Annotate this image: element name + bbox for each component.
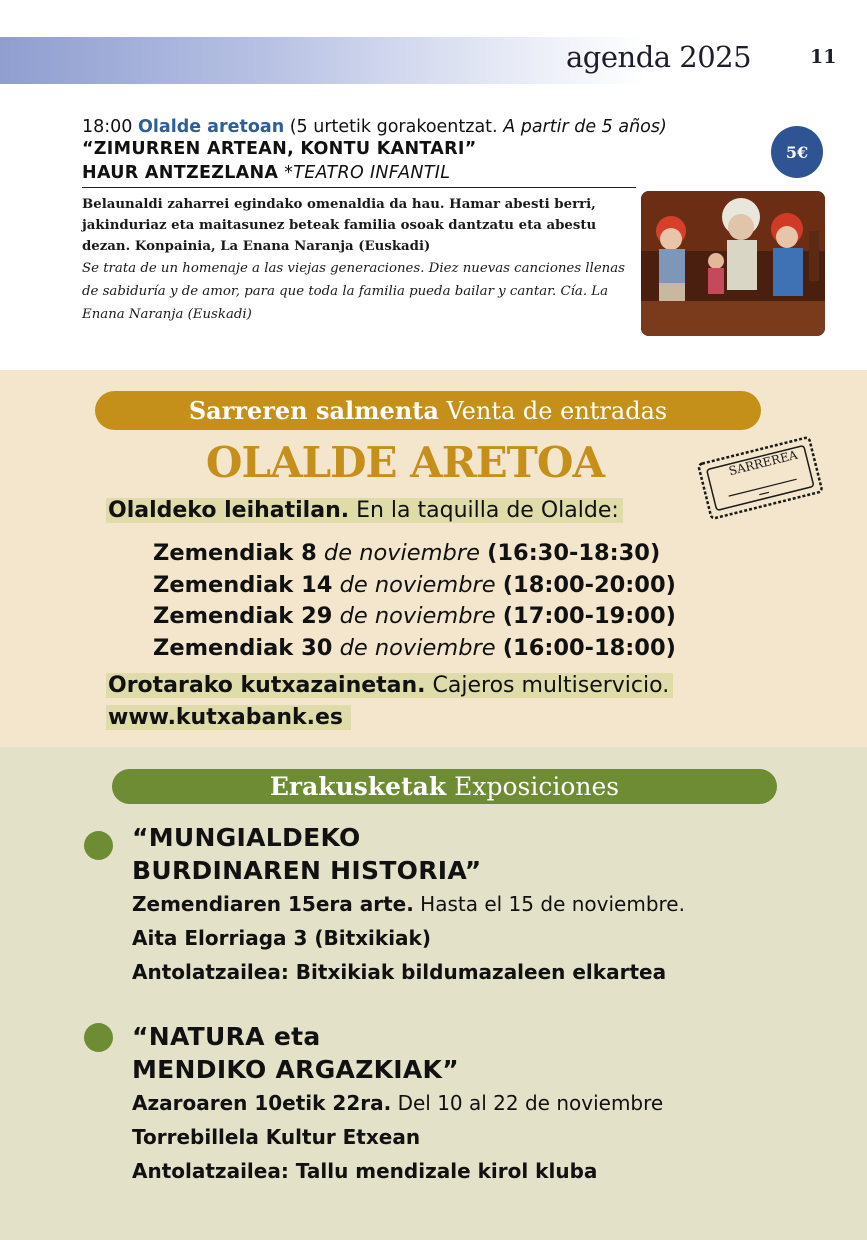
atm-es: Cajeros multiservicio. [432, 673, 670, 698]
ticket-sales-heading [95, 391, 761, 430]
box-office-es: En la taquilla de Olalde: [356, 498, 619, 523]
date-hours: (16:00-18:00) [502, 634, 676, 661]
event-venue: Olalde aretoan [138, 117, 285, 137]
exhibition-item [132, 1020, 663, 1188]
date-day: Zemendiak 8 [153, 540, 317, 566]
date-month: de noviembre [323, 540, 480, 566]
event-age-es: A partir de 5 años) [503, 117, 667, 137]
date-day: Zemendiak 30 [153, 634, 333, 661]
bullet-icon [84, 831, 113, 860]
box-office-eu: Olaldeko leihatilan. [108, 498, 350, 523]
exhibition-dates-eu: Azaroaren 10etik 22ra. [132, 1091, 392, 1115]
exhibition-title-line1: “NATURA eta [132, 1022, 321, 1051]
ticket-sales-heading-es: Venta de entradas [446, 396, 668, 425]
exhibition-title-line2: MENDIKO ARGAZKIAK” [132, 1055, 459, 1084]
exhibitions-heading-es: Exposiciones [454, 772, 620, 801]
price-badge: 5€ [771, 126, 823, 178]
event-age-eu: (5 urtetik gorakoentzat. [289, 117, 498, 137]
ticket-venue-title: OLALDE ARETOA [205, 438, 605, 487]
atm-line [106, 673, 673, 698]
bullet-icon [84, 1023, 113, 1052]
ticket-date-row [153, 570, 676, 602]
exhibition-location: Aita Elorriaga 3 (Bitxikiak) [132, 926, 431, 950]
exhibition-item [132, 821, 685, 989]
exhibition-dates [132, 1086, 663, 1120]
exhibition-title-line2: BURDINAREN HISTORIA” [132, 856, 482, 885]
exhibition-dates-es: Del 10 al 22 de noviembre [397, 1091, 664, 1115]
event-block [82, 117, 667, 326]
box-office-line [106, 498, 623, 523]
ticket-stamp-icon [695, 432, 825, 522]
ticket-stamp-label: SARREREA [727, 447, 799, 479]
website-link[interactable]: www.kutxabank.es [106, 705, 351, 730]
ticket-date-row [153, 601, 676, 633]
date-day: Zemendiak 14 [153, 571, 333, 598]
event-subtitle-eu: HAUR ANTZEZLANA [82, 163, 279, 183]
event-subtitle [82, 161, 636, 188]
ticket-sales-heading-eu: Sarreren salmenta [188, 396, 439, 425]
event-description-eu: Belaunaldi zaharrei egindako omenaldia da hau. Hamar abesti berri, jakinduriaz eta maitasunez beteak familia osoak dantzatu eta abestu dezan. Konpainia, La Enana Naranja (Euskadi) [82, 197, 597, 254]
exhibition-location: Torrebillela Kultur Etxean [132, 1125, 421, 1149]
atm-eu: Orotarako kutxazainetan. [108, 673, 426, 698]
page-number: 11 [810, 46, 837, 68]
date-hours: (18:00-20:00) [502, 571, 676, 598]
event-time: 18:00 [82, 117, 133, 137]
exhibition-dates-eu: Zemendiaren 15era arte. [132, 892, 414, 916]
date-hours: (16:30-18:30) [487, 540, 661, 566]
date-hours: (17:00-19:00) [502, 603, 676, 629]
date-month: de noviembre [339, 603, 496, 629]
ticket-sales-section [0, 370, 867, 747]
exhibition-dates-es: Hasta el 15 de noviembre. [420, 892, 685, 916]
exhibitions-heading [112, 769, 777, 804]
ticket-date-row [153, 633, 676, 665]
puppet-photo [641, 191, 825, 336]
exhibition-dates [132, 887, 685, 921]
event-subtitle-es: *TEATRO INFANTIL [284, 163, 451, 183]
event-title: “ZIMURREN ARTEAN, KONTU KANTARI” [82, 139, 477, 159]
date-month: de noviembre [339, 634, 496, 661]
ticket-date-row [153, 538, 676, 570]
exhibition-organizer: Antolatzailea: Tallu mendizale kirol kluba [132, 1159, 598, 1183]
exhibition-title-line1: “MUNGIALDEKO [132, 823, 361, 852]
event-time-line [82, 117, 667, 137]
exhibitions-heading-eu: Erakusketak [269, 772, 447, 801]
date-month: de noviembre [339, 571, 496, 598]
ticket-dates-list [153, 538, 676, 664]
date-day: Zemendiak 29 [153, 603, 333, 629]
exhibition-organizer: Antolatzailea: Bitxikiak bildumazaleen elkartea [132, 960, 667, 984]
exhibitions-section [0, 747, 867, 1240]
page-title: agenda 2025 [566, 40, 752, 74]
event-description-es: Se trata de un homenaje a las viejas generaciones. Diez nuevas canciones llenas de sabiduría y de amor, para que toda la familia pueda bailar y cantar. Cía. La Enana Naranja (Euskadi) [82, 261, 625, 322]
